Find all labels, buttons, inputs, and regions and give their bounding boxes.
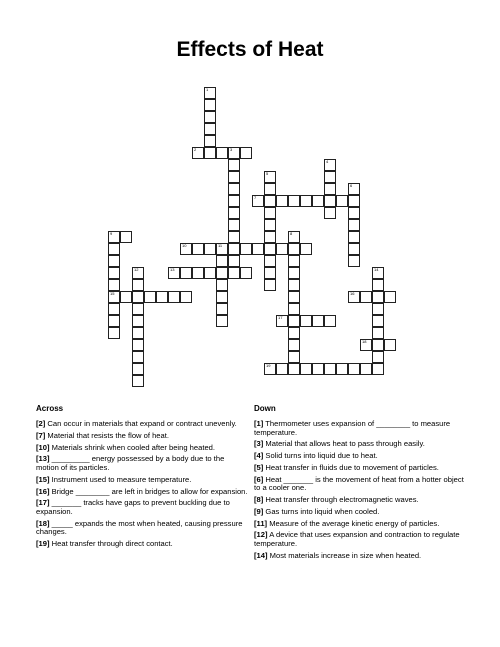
grid-cell[interactable] bbox=[300, 195, 312, 207]
grid-cell[interactable] bbox=[324, 183, 336, 195]
grid-cell[interactable] bbox=[324, 363, 336, 375]
across-heading: Across bbox=[36, 404, 64, 413]
clue-number-label: 4 bbox=[326, 159, 329, 164]
grid-cell[interactable] bbox=[264, 279, 276, 291]
grid-cell[interactable] bbox=[360, 363, 372, 375]
grid-cell[interactable] bbox=[228, 267, 240, 279]
grid-cell[interactable] bbox=[264, 243, 276, 255]
across-clue: [17] _______ tracks have gaps to prevent buckling due to expansion. bbox=[36, 498, 230, 516]
grid-cell[interactable] bbox=[276, 363, 288, 375]
grid-cell[interactable] bbox=[108, 243, 120, 255]
down-clue: [3] Material that allows heat to pass through easily. bbox=[254, 439, 425, 449]
grid-cell[interactable] bbox=[300, 243, 312, 255]
grid-cell[interactable] bbox=[264, 219, 276, 231]
clue-number-label: 10 bbox=[182, 243, 187, 248]
grid-cell[interactable] bbox=[348, 207, 360, 219]
clue-number-label: 18 bbox=[362, 339, 367, 344]
down-clue: [1] Thermometer uses expansion of ________ to measure temperature. bbox=[254, 419, 451, 437]
grid-cell[interactable] bbox=[204, 99, 216, 111]
grid-cell[interactable] bbox=[132, 303, 144, 315]
grid-cell[interactable] bbox=[132, 363, 144, 375]
grid-cell[interactable] bbox=[204, 267, 216, 279]
grid-cell[interactable] bbox=[312, 195, 324, 207]
grid-cell[interactable] bbox=[264, 267, 276, 279]
across-clue: [15] Instrument used to measure temperature. bbox=[36, 474, 192, 484]
grid-cell[interactable] bbox=[300, 363, 312, 375]
grid-cell[interactable] bbox=[372, 327, 384, 339]
grid-cell[interactable] bbox=[288, 267, 300, 279]
grid-cell[interactable] bbox=[216, 147, 228, 159]
grid-cell[interactable] bbox=[120, 291, 132, 303]
grid-cell[interactable] bbox=[288, 303, 300, 315]
grid-cell[interactable] bbox=[228, 147, 240, 159]
grid-cell[interactable] bbox=[264, 255, 276, 267]
grid-cell[interactable] bbox=[324, 195, 336, 207]
grid-cell[interactable] bbox=[204, 111, 216, 123]
grid-cell[interactable] bbox=[288, 327, 300, 339]
grid-cell[interactable] bbox=[228, 231, 240, 243]
grid-cell[interactable] bbox=[288, 339, 300, 351]
grid-cell[interactable] bbox=[108, 327, 120, 339]
grid-cell[interactable] bbox=[288, 195, 300, 207]
grid-cell[interactable] bbox=[228, 219, 240, 231]
grid-cell[interactable] bbox=[132, 291, 144, 303]
down-clue: [8] Heat transfer through electromagnetic waves. bbox=[254, 495, 419, 505]
grid-cell[interactable] bbox=[216, 315, 228, 327]
down-clue: [5] Heat transfer in fluids due to movement of particles. bbox=[254, 462, 439, 472]
clue-number-label: 1 bbox=[206, 87, 209, 92]
grid-cell[interactable] bbox=[216, 279, 228, 291]
grid-cell[interactable] bbox=[276, 315, 288, 327]
grid-cell[interactable] bbox=[180, 243, 192, 255]
grid-cell[interactable] bbox=[108, 315, 120, 327]
grid-cell[interactable] bbox=[360, 291, 372, 303]
page-title: Effects of Heat bbox=[176, 38, 324, 61]
grid-cell[interactable] bbox=[228, 171, 240, 183]
clue-number-label: 19 bbox=[266, 363, 271, 368]
clue-number-label: 11 bbox=[218, 243, 223, 248]
grid-cell[interactable] bbox=[204, 147, 216, 159]
grid-cell[interactable] bbox=[144, 291, 156, 303]
grid-cell[interactable] bbox=[348, 363, 360, 375]
grid-cell[interactable] bbox=[276, 243, 288, 255]
down-clue: [4] Solid turns into liquid due to heat. bbox=[254, 451, 378, 461]
grid-cell[interactable] bbox=[132, 327, 144, 339]
clue-number-label: 14 bbox=[374, 267, 379, 272]
grid-cell[interactable] bbox=[240, 243, 252, 255]
grid-cell[interactable] bbox=[324, 207, 336, 219]
grid-cell[interactable] bbox=[156, 291, 168, 303]
grid-cell[interactable] bbox=[180, 267, 192, 279]
grid-cell[interactable] bbox=[372, 363, 384, 375]
grid-cell[interactable] bbox=[108, 255, 120, 267]
across-clue: [16] Bridge ________ are left in bridges to allow for expansion. bbox=[36, 486, 248, 496]
grid-cell[interactable] bbox=[132, 267, 144, 279]
grid-cell[interactable] bbox=[288, 351, 300, 363]
grid-cell[interactable] bbox=[372, 267, 384, 279]
across-clue: [19] Heat transfer through direct contact. bbox=[36, 539, 173, 549]
across-clue: [7] Material that resists the flow of heat. bbox=[36, 430, 169, 440]
grid-cell[interactable] bbox=[336, 363, 348, 375]
grid-cell[interactable] bbox=[132, 375, 144, 387]
grid-cell[interactable] bbox=[348, 219, 360, 231]
grid-cell[interactable] bbox=[228, 243, 240, 255]
grid-cell[interactable] bbox=[108, 231, 120, 243]
grid-cell[interactable] bbox=[324, 159, 336, 171]
grid-cell[interactable] bbox=[108, 291, 120, 303]
clue-number-label: 13 bbox=[170, 267, 175, 272]
grid-cell[interactable] bbox=[384, 291, 396, 303]
grid-cell[interactable] bbox=[348, 195, 360, 207]
grid-cell[interactable] bbox=[264, 207, 276, 219]
across-clue: [10] Materials shrink when cooled after being heated. bbox=[36, 442, 216, 452]
grid-cell[interactable] bbox=[204, 87, 216, 99]
down-clue: [14] Most materials increase in size when heated. bbox=[254, 550, 422, 560]
grid-cell[interactable] bbox=[228, 183, 240, 195]
grid-cell[interactable] bbox=[372, 315, 384, 327]
grid-cell[interactable] bbox=[216, 303, 228, 315]
grid-cell[interactable] bbox=[228, 207, 240, 219]
grid-cell[interactable] bbox=[216, 291, 228, 303]
clue-number-label: 12 bbox=[134, 267, 139, 272]
grid-cell[interactable] bbox=[372, 351, 384, 363]
grid-cell[interactable] bbox=[264, 231, 276, 243]
grid-cell[interactable] bbox=[204, 123, 216, 135]
down-clue: [9] Gas turns into liquid when cooled. bbox=[254, 506, 380, 516]
clue-number-label: 9 bbox=[110, 231, 113, 236]
grid-cell[interactable] bbox=[264, 183, 276, 195]
grid-cell[interactable] bbox=[324, 171, 336, 183]
grid-cell[interactable] bbox=[132, 351, 144, 363]
clue-number-label: 3 bbox=[230, 147, 233, 152]
across-clue: [18] _____ expands the most when heated, causing pressure changes. bbox=[36, 518, 243, 537]
grid-cell[interactable] bbox=[372, 339, 384, 351]
grid-cell[interactable] bbox=[288, 279, 300, 291]
grid-cell[interactable] bbox=[276, 195, 288, 207]
grid-cell[interactable] bbox=[192, 267, 204, 279]
grid-cell[interactable] bbox=[252, 243, 264, 255]
grid-cell[interactable] bbox=[300, 315, 312, 327]
grid-cell[interactable] bbox=[168, 291, 180, 303]
clue-number-label: 2 bbox=[194, 147, 197, 152]
grid-cell[interactable] bbox=[132, 339, 144, 351]
down-clue: [12] A device that uses expansion and contraction to regulate temperature. bbox=[254, 530, 460, 549]
grid-cell[interactable] bbox=[240, 267, 252, 279]
grid-cell[interactable] bbox=[288, 363, 300, 375]
grid-cell[interactable] bbox=[120, 231, 132, 243]
across-clue: [13] _________ energy possessed by a body due to the motion of its particles. bbox=[36, 454, 225, 472]
down-clue: [6] Heat _______ is the movement of heat from a hotter object to a cooler one. bbox=[254, 474, 464, 493]
clue-number-label: 16 bbox=[350, 291, 355, 296]
grid-cell[interactable] bbox=[240, 147, 252, 159]
grid-cell[interactable] bbox=[180, 291, 192, 303]
grid-cell[interactable] bbox=[108, 303, 120, 315]
clue-number-label: 7 bbox=[254, 195, 257, 200]
grid-cell[interactable] bbox=[312, 363, 324, 375]
across-clue: [2] Can occur in materials that expand or contract unevenly. bbox=[36, 419, 237, 428]
grid-cell[interactable] bbox=[264, 171, 276, 183]
grid-cell[interactable] bbox=[228, 255, 240, 267]
down-clue-list bbox=[254, 420, 466, 564]
clue-number-label: 6 bbox=[350, 183, 353, 188]
grid-cell[interactable] bbox=[204, 243, 216, 255]
grid-cell[interactable] bbox=[348, 291, 360, 303]
grid-cell[interactable] bbox=[192, 147, 204, 159]
grid-cell[interactable] bbox=[336, 195, 348, 207]
grid-cell[interactable] bbox=[288, 291, 300, 303]
clue-number-label: 15 bbox=[110, 291, 115, 296]
grid-cell[interactable] bbox=[348, 243, 360, 255]
grid-cell[interactable] bbox=[312, 315, 324, 327]
grid-cell[interactable] bbox=[288, 243, 300, 255]
grid-cell[interactable] bbox=[372, 291, 384, 303]
grid-cell[interactable] bbox=[264, 195, 276, 207]
down-heading: Down bbox=[254, 404, 276, 413]
grid-cell[interactable] bbox=[228, 195, 240, 207]
grid-cell[interactable] bbox=[264, 363, 276, 375]
grid-cell[interactable] bbox=[204, 135, 216, 147]
clue-number-label: 8 bbox=[290, 231, 293, 236]
grid-cell[interactable] bbox=[324, 315, 336, 327]
grid-cell[interactable] bbox=[288, 255, 300, 267]
grid-cell[interactable] bbox=[216, 267, 228, 279]
grid-cell[interactable] bbox=[288, 231, 300, 243]
grid-cell[interactable] bbox=[348, 231, 360, 243]
grid-cell[interactable] bbox=[288, 315, 300, 327]
across-clue-list bbox=[36, 420, 248, 552]
down-clue: [11] Measure of the average kinetic energy of particles. bbox=[254, 518, 440, 528]
grid-cell[interactable] bbox=[348, 183, 360, 195]
grid-cell[interactable] bbox=[252, 195, 264, 207]
grid-cell[interactable] bbox=[348, 255, 360, 267]
grid-cell[interactable] bbox=[360, 339, 372, 351]
grid-cell[interactable] bbox=[132, 279, 144, 291]
grid-cell[interactable] bbox=[108, 267, 120, 279]
grid-cell[interactable] bbox=[216, 243, 228, 255]
grid-cell[interactable] bbox=[372, 279, 384, 291]
grid-cell[interactable] bbox=[132, 315, 144, 327]
grid-cell[interactable] bbox=[192, 243, 204, 255]
grid-cell[interactable] bbox=[108, 279, 120, 291]
grid-cell[interactable] bbox=[384, 339, 396, 351]
clue-number-label: 5 bbox=[266, 171, 269, 176]
clue-number-label: 17 bbox=[278, 315, 283, 320]
grid-cell[interactable] bbox=[168, 267, 180, 279]
grid-cell[interactable] bbox=[372, 303, 384, 315]
grid-cell[interactable] bbox=[228, 159, 240, 171]
grid-cell[interactable] bbox=[216, 255, 228, 267]
